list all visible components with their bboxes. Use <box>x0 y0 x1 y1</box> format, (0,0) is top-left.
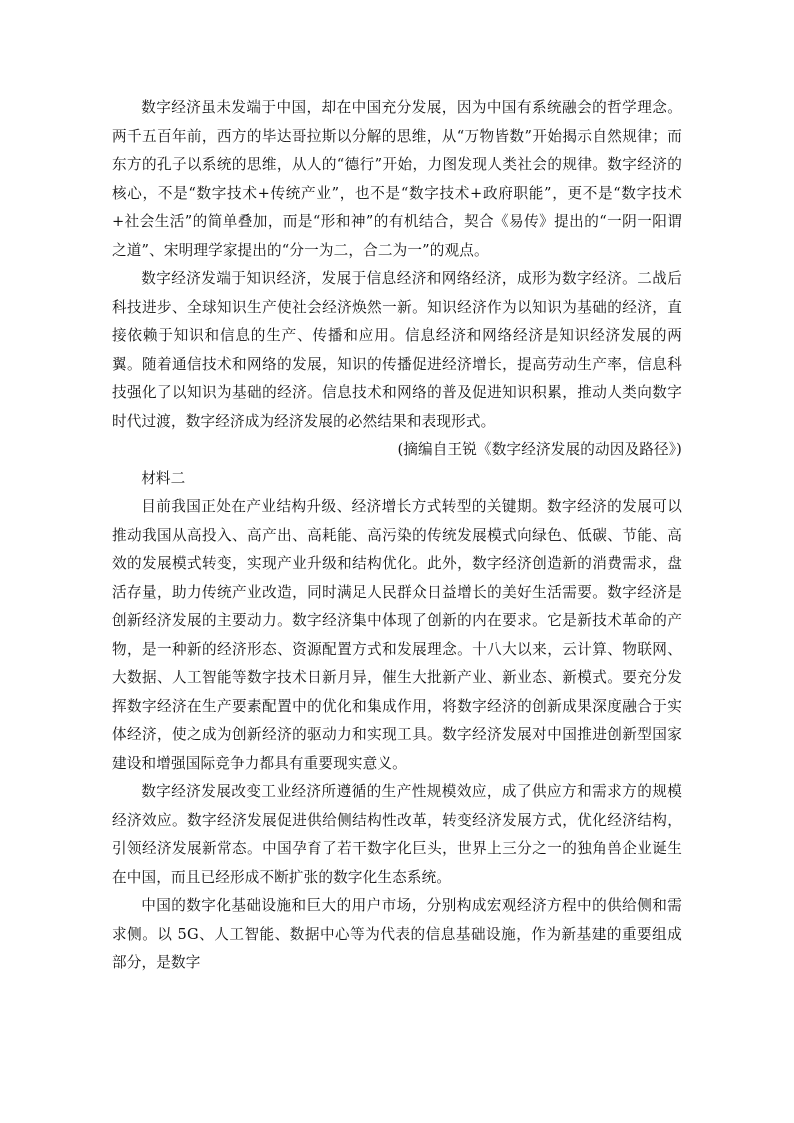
paragraph-transformation: 目前我国正处在产业结构升级、经济增长方式转型的关键期。数字经济的发展可以推动我国从高投入、高产出、高耗能、高污染的传统发展模式向绿色、低碳、节能、高效的发展模式转变，实现产业升级和结构优化。此外，数字经济创造新的消费需求，盘活存量，助力传统产业改造，同时满足人民群众日益增长的美好生活需要。数字经济是创新经济发展的主要动力。数字经济集中体现了创新的内在要求。它是新技术革命的产物，是一种新的经济形态、资源配置方式和发展理念。十八大以来，云计算、物联网、大数据、人工智能等数字技术日新月异，催生大批新产业、新业态、新模式。要充分发挥数字经济在生产要素配置中的优化和集成作用，将数字经济的创新成果深度融合于实体经济，使之成为创新经济的驱动力和实现工具。数字经济发展对中国推进创新型国家建设和增强国际竞争力都具有重要现实意义。 <box>112 498 682 772</box>
paragraph-knowledge-economy: 数字经济发端于知识经济，发展于信息经济和网络经济，成形为数字经济。二战后科技进步、全球知识生产使社会经济焕然一新。知识经济作为以知识为基础的经济，直接依赖于知识和信息的生产、传播和应用。信息经济和网络经济是知识经济发展的两翼。随着通信技术和网络的发展，知识的传播促进经济增长，提高劳动生产率，信息科技强化了以知识为基础的经济。信息技术和网络的普及促进知识积累，推动人类向数字时代过渡，数字经济成为经济发展的必然结果和表现形式。 <box>112 270 682 430</box>
document-page <box>112 94 682 978</box>
paragraph-scale-effect: 数字经济发展改变工业经济所遵循的生产性规模效应，成了供应方和需求方的规模经济效应。数字经济发展促进供给侧结构性改革，转变经济发展方式，优化经济结构，引领经济发展新常态。中国孕育了若干数字化巨头，世界上三分之一的独角兽企业诞生在中国，而且已经形成不断扩张的数字化生态系统。 <box>112 783 682 886</box>
source-citation: (摘编自王锐《数字经济发展的动因及路径》) <box>397 441 682 458</box>
material-two-heading: 材料二 <box>141 469 186 487</box>
paragraph-infrastructure: 中国的数字化基础设施和巨大的用户市场，分别构成宏观经济方程中的供给侧和需求侧。以 5G、人工智能、数据中心等为代表的信息基础设施，作为新基建的重要组成部分，是数字 <box>112 897 682 971</box>
paragraph-philosophy: 数字经济虽未发端于中国，却在中国充分发展，因为中国有系统融会的哲学理念。两千五百年前，西方的毕达哥拉斯以分解的思维，从“万物皆数”开始揭示自然规律；而东方的孔子以系统的思维，从人的“德行”开始，力图发现人类社会的规律。数字经济的核心，不是“数字技术+传统产业”，也不是“数字技术+政府职能”，更不是“数字技术+社会生活”的简单叠加，而是“形和神”的有机结合，契合《易传》提出的“一阴一阳谓之道”、宋明理学家提出的“分一为二，合二为一”的观点。 <box>112 99 682 259</box>
